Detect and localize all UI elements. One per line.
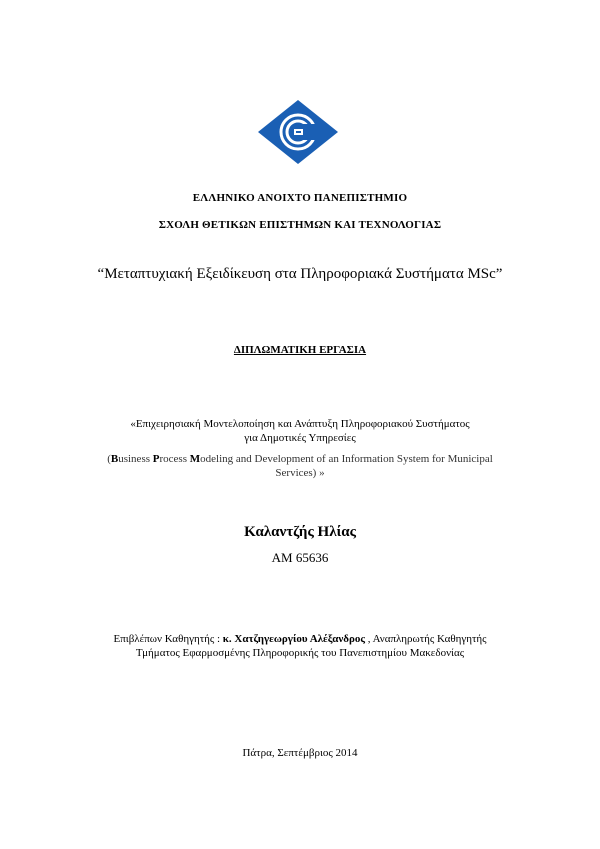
title-en-open: ( <box>107 453 111 465</box>
university-name: ΕΛΛΗΝΙΚΟ ΑΝΟΙΧΤΟ ΠΑΝΕΠΙΣΤΗΜΙΟ <box>192 192 408 204</box>
supervisor-info <box>0 632 600 660</box>
title-en-t3: odeling and <box>200 453 255 465</box>
thesis-title-english-line1 <box>0 452 600 466</box>
supervisor-line1 <box>0 632 600 646</box>
program-name: “Μεταπτυχιακή Εξειδίκευση στα Πληροφοριακά Συστήματα MSc” <box>97 266 503 282</box>
supervisor-suffix: , Αναπληρωτής Καθηγητής <box>364 633 487 645</box>
title-en-t4: Development of an Information System for Municipal <box>254 453 493 465</box>
university-logo-icon <box>258 100 338 164</box>
place-date: Πάτρα, Σεπτέμβριος 2014 <box>242 747 358 759</box>
thesis-title-greek-line2: για Δημοτικές Υπηρεσίες <box>244 432 356 444</box>
thesis-title-greek-line1: «Επιχειρησιακή Μοντελοποίηση και Ανάπτυξη Πληροφοριακού Συστήματος <box>130 418 470 430</box>
thesis-title-english <box>0 452 600 480</box>
title-en-b1: B <box>110 453 119 465</box>
thesis-title-greek <box>0 417 600 445</box>
title-en-t1: usiness <box>118 453 153 465</box>
supervisor-line2: Τμήματος Εφαρμοσμένης Πληροφορικής του Πανεπιστημίου Μακεδονίας <box>135 647 465 659</box>
title-en-t2: rocess <box>159 453 190 465</box>
school-name: ΣΧΟΛΗ ΘΕΤΙΚΩΝ ΕΠΙΣΤΗΜΩΝ ΚΑΙ ΤΕΧΝΟΛΟΓΙΑΣ <box>158 219 442 231</box>
thesis-title-english-line2: Services) » <box>275 467 325 479</box>
author-name: Καλαντζής Ηλίας <box>244 524 356 540</box>
supervisor-name: κ. Χατζηγεωργίου Αλέξανδρος <box>222 633 365 645</box>
title-en-b2: P <box>152 453 160 465</box>
supervisor-prefix: Επιβλέπων Καθηγητής : <box>113 633 223 645</box>
title-en-b3: M <box>189 453 201 465</box>
registration-number: AM 65636 <box>271 550 329 565</box>
thesis-label: ΔΙΠΛΩΜΑΤΙΚΗ ΕΡΓΑΣΙΑ <box>233 344 367 356</box>
